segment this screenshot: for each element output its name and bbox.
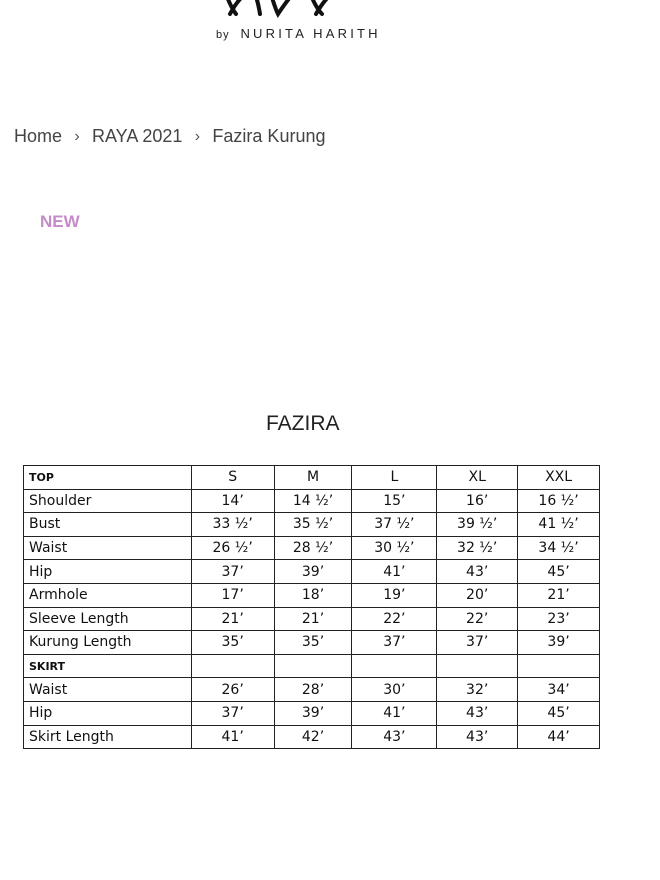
measurement-label: Armhole xyxy=(24,583,192,607)
measurement-value: 21’ xyxy=(191,607,274,631)
measurement-value: 35’ xyxy=(274,631,352,655)
size-chart-table xyxy=(23,465,600,749)
breadcrumb-home[interactable]: Home xyxy=(14,126,63,146)
measurement-label: Shoulder xyxy=(24,489,192,513)
brand-byline-by: by xyxy=(216,29,230,41)
brand-logo[interactable] xyxy=(0,0,660,52)
measurement-label: Hip xyxy=(24,560,192,584)
measurement-value: 43’ xyxy=(437,560,518,584)
skirt-measurement-row xyxy=(24,725,600,749)
measurement-value: 23’ xyxy=(518,607,600,631)
skirt-measurement-row xyxy=(24,701,600,725)
measurement-value: 17’ xyxy=(191,583,274,607)
measurement-value: 16 ½’ xyxy=(518,489,600,513)
section-label-top: TOP xyxy=(24,466,192,490)
brand-logo-mark xyxy=(208,0,348,20)
measurement-label: Waist xyxy=(24,536,192,560)
measurement-value: 22’ xyxy=(437,607,518,631)
empty-cell xyxy=(274,654,352,678)
measurement-value: 32 ½’ xyxy=(437,536,518,560)
measurement-value: 45’ xyxy=(518,701,600,725)
skirt-section-row xyxy=(24,654,600,678)
measurement-value: 21’ xyxy=(518,583,600,607)
measurement-value: 43’ xyxy=(437,725,518,749)
measurement-label: Kurung Length xyxy=(24,631,192,655)
size-header-row xyxy=(24,466,600,490)
top-measurement-row xyxy=(24,489,600,513)
empty-cell xyxy=(518,654,600,678)
measurement-value: 43’ xyxy=(352,725,437,749)
top-measurement-row xyxy=(24,631,600,655)
measurement-value: 30’ xyxy=(352,678,437,702)
size-head-xxl: XXL xyxy=(518,466,600,490)
measurement-value: 41 ½’ xyxy=(518,513,600,537)
measurement-value: 14’ xyxy=(191,489,274,513)
measurement-value: 34 ½’ xyxy=(518,536,600,560)
measurement-value: 35 ½’ xyxy=(274,513,352,537)
measurement-value: 35’ xyxy=(191,631,274,655)
measurement-value: 44’ xyxy=(518,725,600,749)
measurement-value: 18’ xyxy=(274,583,352,607)
measurement-value: 22’ xyxy=(352,607,437,631)
measurement-value: 42’ xyxy=(274,725,352,749)
top-measurement-row xyxy=(24,583,600,607)
section-label-skirt: SKIRT xyxy=(24,654,192,678)
size-chart-title: FAZIRA xyxy=(266,412,340,435)
measurement-value: 37 ½’ xyxy=(352,513,437,537)
top-measurement-row xyxy=(24,513,600,537)
measurement-value: 41’ xyxy=(191,725,274,749)
measurement-label: Waist xyxy=(24,678,192,702)
measurement-value: 26’ xyxy=(191,678,274,702)
top-measurement-row xyxy=(24,560,600,584)
measurement-label: Sleeve Length xyxy=(24,607,192,631)
measurement-value: 37’ xyxy=(352,631,437,655)
top-measurement-row xyxy=(24,607,600,631)
measurement-value: 39’ xyxy=(274,560,352,584)
measurement-value: 20’ xyxy=(437,583,518,607)
measurement-value: 37’ xyxy=(437,631,518,655)
measurement-value: 39’ xyxy=(274,701,352,725)
top-measurement-row xyxy=(24,536,600,560)
empty-cell xyxy=(437,654,518,678)
measurement-value: 37’ xyxy=(191,560,274,584)
size-head-s: S xyxy=(191,466,274,490)
measurement-value: 41’ xyxy=(352,560,437,584)
measurement-value: 30 ½’ xyxy=(352,536,437,560)
measurement-value: 14 ½’ xyxy=(274,489,352,513)
measurement-value: 15’ xyxy=(352,489,437,513)
measurement-label: Skirt Length xyxy=(24,725,192,749)
measurement-value: 19’ xyxy=(352,583,437,607)
chevron-right-icon: › xyxy=(74,127,80,145)
size-head-xl: XL xyxy=(437,466,518,490)
new-badge: NEW xyxy=(40,212,80,231)
measurement-value: 41’ xyxy=(352,701,437,725)
skirt-measurement-row xyxy=(24,678,600,702)
measurement-value: 28’ xyxy=(274,678,352,702)
measurement-value: 26 ½’ xyxy=(191,536,274,560)
measurement-value: 32’ xyxy=(437,678,518,702)
measurement-value: 37’ xyxy=(191,701,274,725)
size-head-l: L xyxy=(352,466,437,490)
measurement-label: Bust xyxy=(24,513,192,537)
measurement-value: 21’ xyxy=(274,607,352,631)
measurement-value: 39 ½’ xyxy=(437,513,518,537)
breadcrumb xyxy=(14,126,325,147)
size-head-m: M xyxy=(274,466,352,490)
measurement-label: Hip xyxy=(24,701,192,725)
measurement-value: 34’ xyxy=(518,678,600,702)
measurement-value: 39’ xyxy=(518,631,600,655)
measurement-value: 16’ xyxy=(437,489,518,513)
empty-cell xyxy=(191,654,274,678)
brand-name: NURITA HARITH xyxy=(240,26,381,41)
measurement-value: 28 ½’ xyxy=(274,536,352,560)
breadcrumb-raya-2021[interactable]: RAYA 2021 xyxy=(92,126,183,146)
measurement-value: 33 ½’ xyxy=(191,513,274,537)
measurement-value: 45’ xyxy=(518,560,600,584)
breadcrumb-current: Fazira Kurung xyxy=(212,126,326,146)
brand-byline xyxy=(216,26,381,41)
chevron-right-icon: › xyxy=(194,127,201,145)
empty-cell xyxy=(352,654,437,678)
measurement-value: 43’ xyxy=(437,701,518,725)
